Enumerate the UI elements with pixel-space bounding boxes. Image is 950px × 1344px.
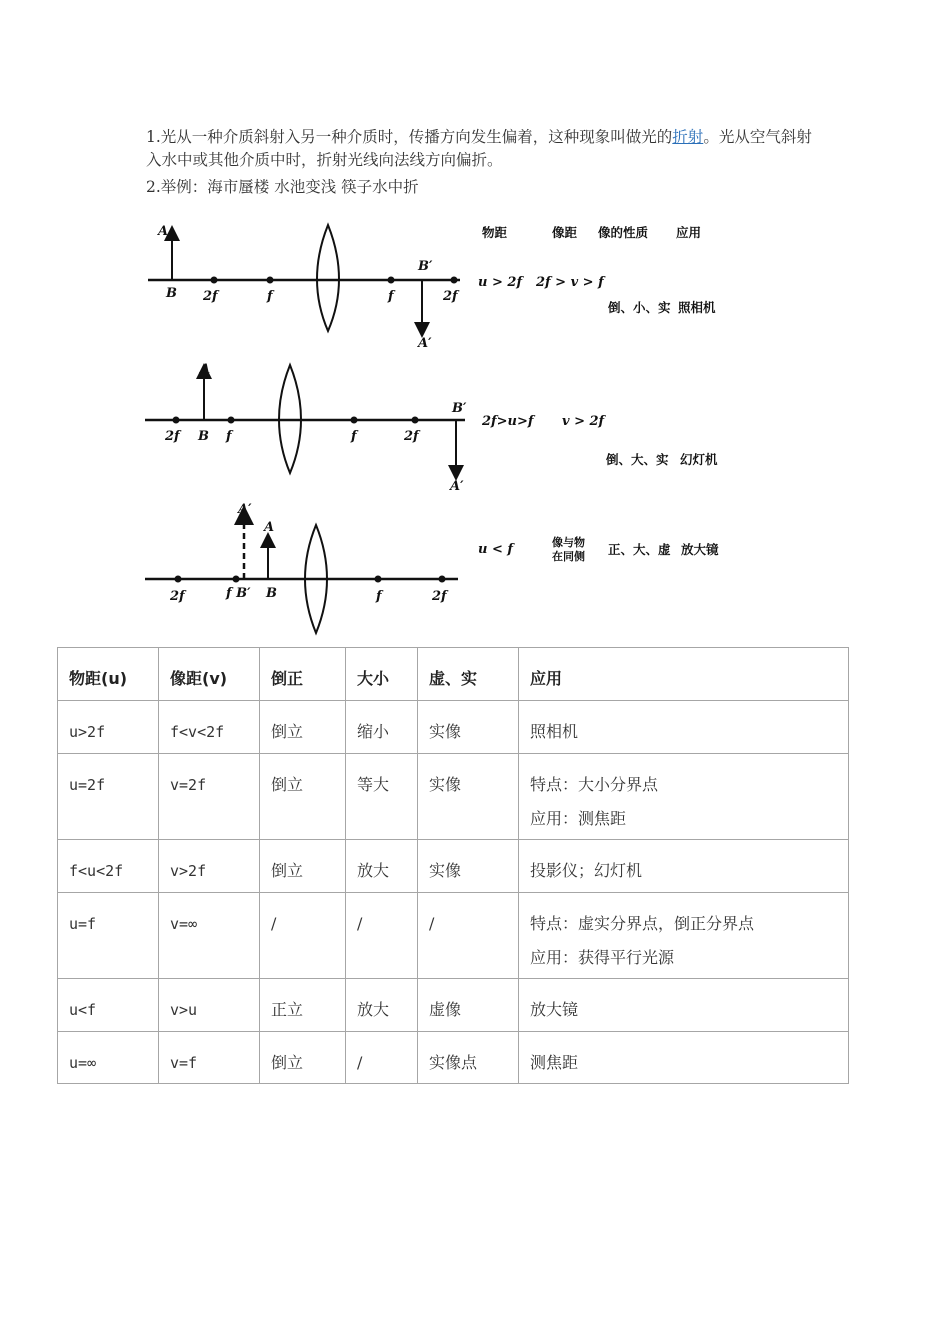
table-cell: [519, 701, 849, 754]
table-cell: [519, 979, 849, 1032]
label-B: B: [266, 586, 277, 601]
table-cell-line: 投影仪；幻灯机: [530, 861, 643, 880]
case1-v-condition: 2f > v > f: [536, 275, 604, 290]
table-cell: 正立: [260, 979, 346, 1032]
table-cell: 倒立: [260, 701, 346, 754]
label-2f: 2f: [165, 429, 180, 444]
paragraph-refraction-definition: [146, 126, 826, 172]
table-cell: v=∞: [159, 893, 260, 979]
table-row: [58, 979, 849, 1032]
table-cell-line: 放大镜: [530, 1000, 579, 1019]
focal-point-f: [228, 417, 235, 424]
label-f-B-image: f B′: [226, 586, 251, 601]
label-f: f: [376, 589, 382, 604]
label-2f: 2f: [443, 289, 458, 304]
table-cell: 放大: [346, 840, 418, 893]
table-cell: u=∞: [58, 1032, 159, 1084]
table-cell: /: [346, 893, 418, 979]
header-image-distance: 像距: [552, 225, 578, 240]
label-f: f: [226, 429, 232, 444]
table-row: [58, 840, 849, 893]
case3-use: 放大镜: [681, 542, 719, 557]
case2-v-condition: v > 2f: [562, 414, 605, 429]
case2-u-condition: 2f>u>f: [482, 414, 534, 429]
convex-lens-imaging-diagram: [140, 213, 740, 638]
label-B-image: B′: [452, 401, 467, 416]
table-cell: u>2f: [58, 701, 159, 754]
label-A: A: [158, 224, 169, 239]
table-header-cell: 像距(v): [159, 648, 260, 701]
case1-use: 照相机: [678, 300, 716, 315]
label-A-image: A′: [418, 336, 432, 351]
case1-u-condition: u > 2f: [478, 275, 523, 290]
table-cell-line: 照相机: [530, 722, 579, 741]
table-cell: [519, 840, 849, 893]
table-header-cell: 倒正: [260, 648, 346, 701]
label-B-image: B′: [418, 259, 433, 274]
diagram-case-3: [145, 502, 719, 633]
focal-point-f: [267, 277, 274, 284]
label-2f: 2f: [203, 289, 218, 304]
focal-point-2f: [211, 277, 218, 284]
focal-point-2f: [439, 576, 446, 583]
table-header-cell: 物距(u): [58, 648, 159, 701]
table-cell: f<u<2f: [58, 840, 159, 893]
table-cell: [519, 754, 849, 840]
table-header-cell: 大小: [346, 648, 418, 701]
refraction-link[interactable]: 折射: [672, 128, 704, 146]
header-application: 应用: [676, 225, 702, 240]
case3-v-condition-line2: 在同侧: [552, 550, 585, 563]
table-cell: 实像: [418, 701, 519, 754]
label-2f: 2f: [404, 429, 419, 444]
table-cell: 实像: [418, 840, 519, 893]
table-cell: f<v<2f: [159, 701, 260, 754]
table-cell: [519, 893, 849, 979]
table-cell: 等大: [346, 754, 418, 840]
header-object-distance: 物距: [482, 225, 508, 240]
label-f: f: [267, 289, 273, 304]
table-cell: /: [260, 893, 346, 979]
convex-lens: [317, 225, 339, 331]
label-B: B: [198, 429, 209, 444]
label-2f: 2f: [432, 589, 447, 604]
table-cell: 倒立: [260, 754, 346, 840]
case3-u-condition: u < f: [478, 542, 513, 557]
table-cell: /: [418, 893, 519, 979]
table-header-cell: 虚、实: [418, 648, 519, 701]
focal-point-f: [351, 417, 358, 424]
focal-point-f: [388, 277, 395, 284]
label-B: B: [166, 286, 177, 301]
table-cell: u=2f: [58, 754, 159, 840]
focal-point-2f: [451, 277, 458, 284]
header-image-nature: 像的性质: [598, 225, 649, 240]
label-A-image: A′: [450, 479, 464, 494]
table-cell: v=f: [159, 1032, 260, 1084]
paragraph-text-before-link: 1.光从一种介质斜射入另一种介质时，传播方向发生偏着，这种现象叫做光的: [146, 128, 673, 146]
diagram-case-2: [145, 362, 718, 494]
table-row: [58, 893, 849, 979]
paragraph-examples: 2.举例：海市蜃楼 水池变浅 筷子水中折: [146, 178, 419, 196]
table-cell: u<f: [58, 979, 159, 1032]
lens-imaging-table: [57, 647, 849, 1084]
table-cell: /: [346, 1032, 418, 1084]
case1-nature: 倒、小、实: [608, 300, 671, 315]
table-row: [58, 754, 849, 840]
table-cell-line: 特点：虚实分界点，倒正分界点: [530, 914, 755, 933]
table-cell: 倒立: [260, 1032, 346, 1084]
label-2f: 2f: [170, 589, 185, 604]
label-A-image: A′: [238, 502, 252, 517]
table-row: [58, 1032, 849, 1084]
table-cell: [519, 1032, 849, 1084]
table-row: [58, 701, 849, 754]
table-cell-line: 应用：测焦距: [530, 809, 627, 828]
focal-point-2f: [173, 417, 180, 424]
focal-point-f: [233, 576, 240, 583]
table-cell: 缩小: [346, 701, 418, 754]
table-header-cell: 应用: [519, 648, 849, 701]
focal-point-2f: [175, 576, 182, 583]
table-cell: 实像: [418, 754, 519, 840]
case3-nature: 正、大、虚: [608, 542, 671, 557]
table-cell: v=2f: [159, 754, 260, 840]
table-cell: v>2f: [159, 840, 260, 893]
paragraph-text-after-link: 。光从空气斜射入水中或其他介质中时，折射光线向法线方向偏折。: [146, 128, 812, 169]
case2-use: 幻灯机: [680, 452, 718, 467]
label-A: A: [200, 362, 211, 377]
case3-v-condition-line1: 像与物: [552, 536, 585, 549]
table-cell: 实像点: [418, 1032, 519, 1084]
focal-point-f: [375, 576, 382, 583]
table-cell-line: 应用：获得平行光源: [530, 948, 675, 967]
table-cell: 虚像: [418, 979, 519, 1032]
label-f: f: [351, 429, 357, 444]
table-cell: 倒立: [260, 840, 346, 893]
case2-nature: 倒、大、实: [606, 452, 669, 467]
table-cell: u=f: [58, 893, 159, 979]
table-cell: 放大: [346, 979, 418, 1032]
label-f: f: [388, 289, 394, 304]
table-cell: v>u: [159, 979, 260, 1032]
table-cell-line: 测焦距: [530, 1053, 579, 1072]
label-A: A: [264, 520, 275, 535]
focal-point-2f: [412, 417, 419, 424]
table-header-row: [58, 648, 849, 701]
table-cell-line: 特点：大小分界点: [530, 775, 659, 794]
diagram-case-1: [148, 224, 716, 351]
